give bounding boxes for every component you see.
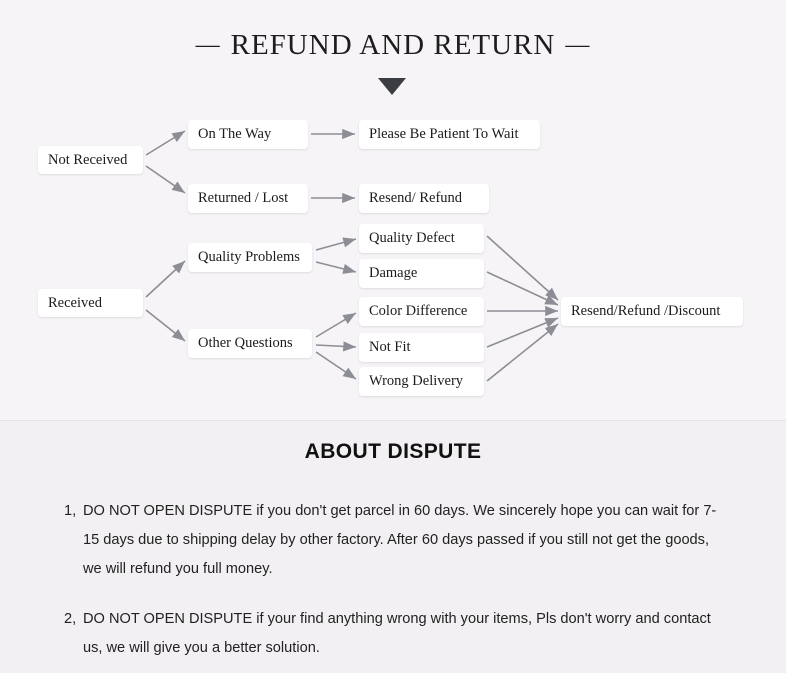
dispute-title: ABOUT DISPUTE bbox=[304, 440, 482, 463]
flow-node-quality-problems bbox=[188, 243, 312, 272]
flow-node-label: Not Received bbox=[48, 151, 128, 168]
flow-node-on-the-way bbox=[188, 120, 308, 149]
arrow-quality-defect-to-resend-refund-discount bbox=[487, 236, 558, 300]
flow-node-label: Resend/Refund /Discount bbox=[571, 303, 721, 319]
flow-node-resend-refund-discount bbox=[561, 297, 743, 326]
flow-node-label: Quality Defect bbox=[369, 230, 455, 246]
flow-node-label: On The Way bbox=[198, 126, 272, 142]
arrow-quality-problems-to-quality-defect bbox=[316, 239, 356, 250]
arrow-other-questions-to-wrong-delivery bbox=[316, 352, 356, 379]
flow-node-label: Please Be Patient To Wait bbox=[369, 126, 519, 142]
arrow-not-received-to-on-the-way bbox=[146, 131, 185, 155]
arrow-not-received-to-returned-lost bbox=[146, 166, 185, 193]
flow-node-not-received bbox=[38, 146, 143, 174]
flow-node-other-questions bbox=[188, 329, 312, 358]
flow-node-label: Resend/ Refund bbox=[369, 190, 463, 206]
flow-node-quality-defect bbox=[359, 224, 484, 253]
dispute-item-1 bbox=[64, 497, 724, 584]
dispute-item-1-text: DO NOT OPEN DISPUTE if you don't get parcel in 60 days. We sincerely hope you can wait for 7-15 days due to shipping delay by other factory. After 60 days passed if you still not get the goods, we will refund you full money. bbox=[83, 503, 717, 577]
arrow-received-to-other-questions bbox=[146, 310, 185, 341]
dispute-item-2-text: DO NOT OPEN DISPUTE if your find anything wrong with your items, Pls don't worry and contact us, we will give you a better solution. bbox=[83, 611, 711, 656]
flow-node-label: Not Fit bbox=[369, 339, 411, 355]
flow-node-label: Damage bbox=[369, 265, 418, 281]
dispute-item-2-number: 2, bbox=[64, 611, 77, 627]
title-dash-left: — bbox=[195, 31, 221, 58]
flow-node-received bbox=[38, 289, 143, 317]
flow-node-please-be-patient bbox=[359, 120, 540, 149]
flow-node-label: Other Questions bbox=[198, 335, 293, 351]
flow-node-label: Wrong Delivery bbox=[369, 373, 464, 389]
arrow-other-questions-to-color-difference bbox=[316, 313, 356, 337]
flow-node-not-fit bbox=[359, 333, 484, 362]
title-dash-right: — bbox=[565, 31, 591, 58]
page-title: REFUND AND RETURN bbox=[230, 28, 556, 61]
dispute-item-2 bbox=[64, 605, 724, 663]
flow-node-color-difference bbox=[359, 297, 484, 326]
flow-node-label: Quality Problems bbox=[198, 249, 300, 265]
dispute-item-1-number: 1, bbox=[64, 503, 77, 519]
arrow-received-to-quality-problems bbox=[146, 261, 185, 297]
flow-node-returned-lost bbox=[188, 184, 308, 213]
flow-node-resend-refund bbox=[359, 184, 489, 213]
arrow-other-questions-to-not-fit bbox=[316, 345, 356, 347]
flow-node-label: Returned / Lost bbox=[198, 190, 289, 206]
flow-node-damage bbox=[359, 259, 484, 288]
flow-node-wrong-delivery bbox=[359, 367, 484, 396]
flow-node-label: Received bbox=[48, 294, 102, 311]
arrow-quality-problems-to-damage bbox=[316, 262, 356, 272]
arrow-damage-to-resend-refund-discount bbox=[487, 272, 558, 305]
flow-node-label: Color Difference bbox=[369, 303, 468, 319]
